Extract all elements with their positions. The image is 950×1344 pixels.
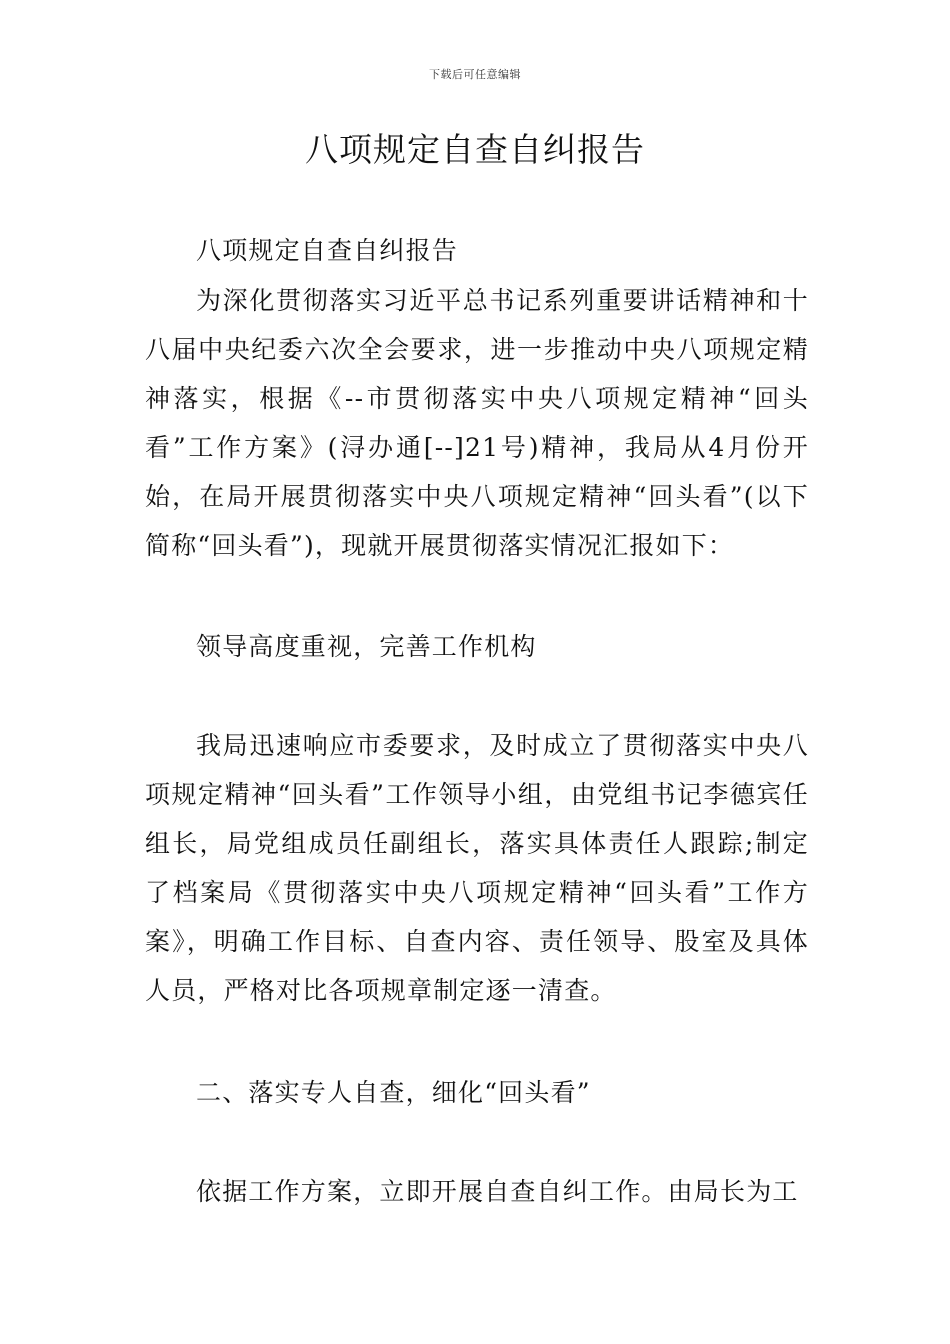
document-subtitle: 八项规定自查自纠报告 — [196, 236, 459, 265]
document-title: 八项规定自查自纠报告 — [305, 130, 645, 169]
section-paragraph-self-check: 依据工作方案，立即开展自查自纠工作。由局长为工 — [196, 1177, 799, 1206]
section-heading-leadership: 领导高度重视，完善工作机构 — [196, 632, 537, 661]
header-note: 下载后可任意编辑 — [429, 68, 521, 81]
section-paragraph-leadership: 我局迅速响应市委要求，及时成立了贯彻落实中央八项规定精神“回头看”工作领导小组，由党组书记李德宾任组长，局党组成员任副组长，落实具体责任人跟踪;制定了档案局《贯彻落实中央八项规定精神“回头看”工作方案》，明确工作目标、自查内容、责任领导、股室及具体人员，严格对比各项规章制定逐一清查。 — [145, 731, 809, 1005]
intro-paragraph: 为深化贯彻落实习近平总书记系列重要讲话精神和十八届中央纪委六次全会要求，进一步推动中央八项规定精神落实，根据《--市贯彻落实中央八项规定精神“回头看”工作方案》(浔办通[--]21号)精神，我局从4月份开始，在局开展贯彻落实中央八项规定精神“回头看”(以下简称“回头看”)，现就开展贯彻落实情况汇报如下： — [145, 286, 809, 560]
section-heading-self-check: 二、落实专人自查，细化“回头看” — [196, 1078, 591, 1107]
